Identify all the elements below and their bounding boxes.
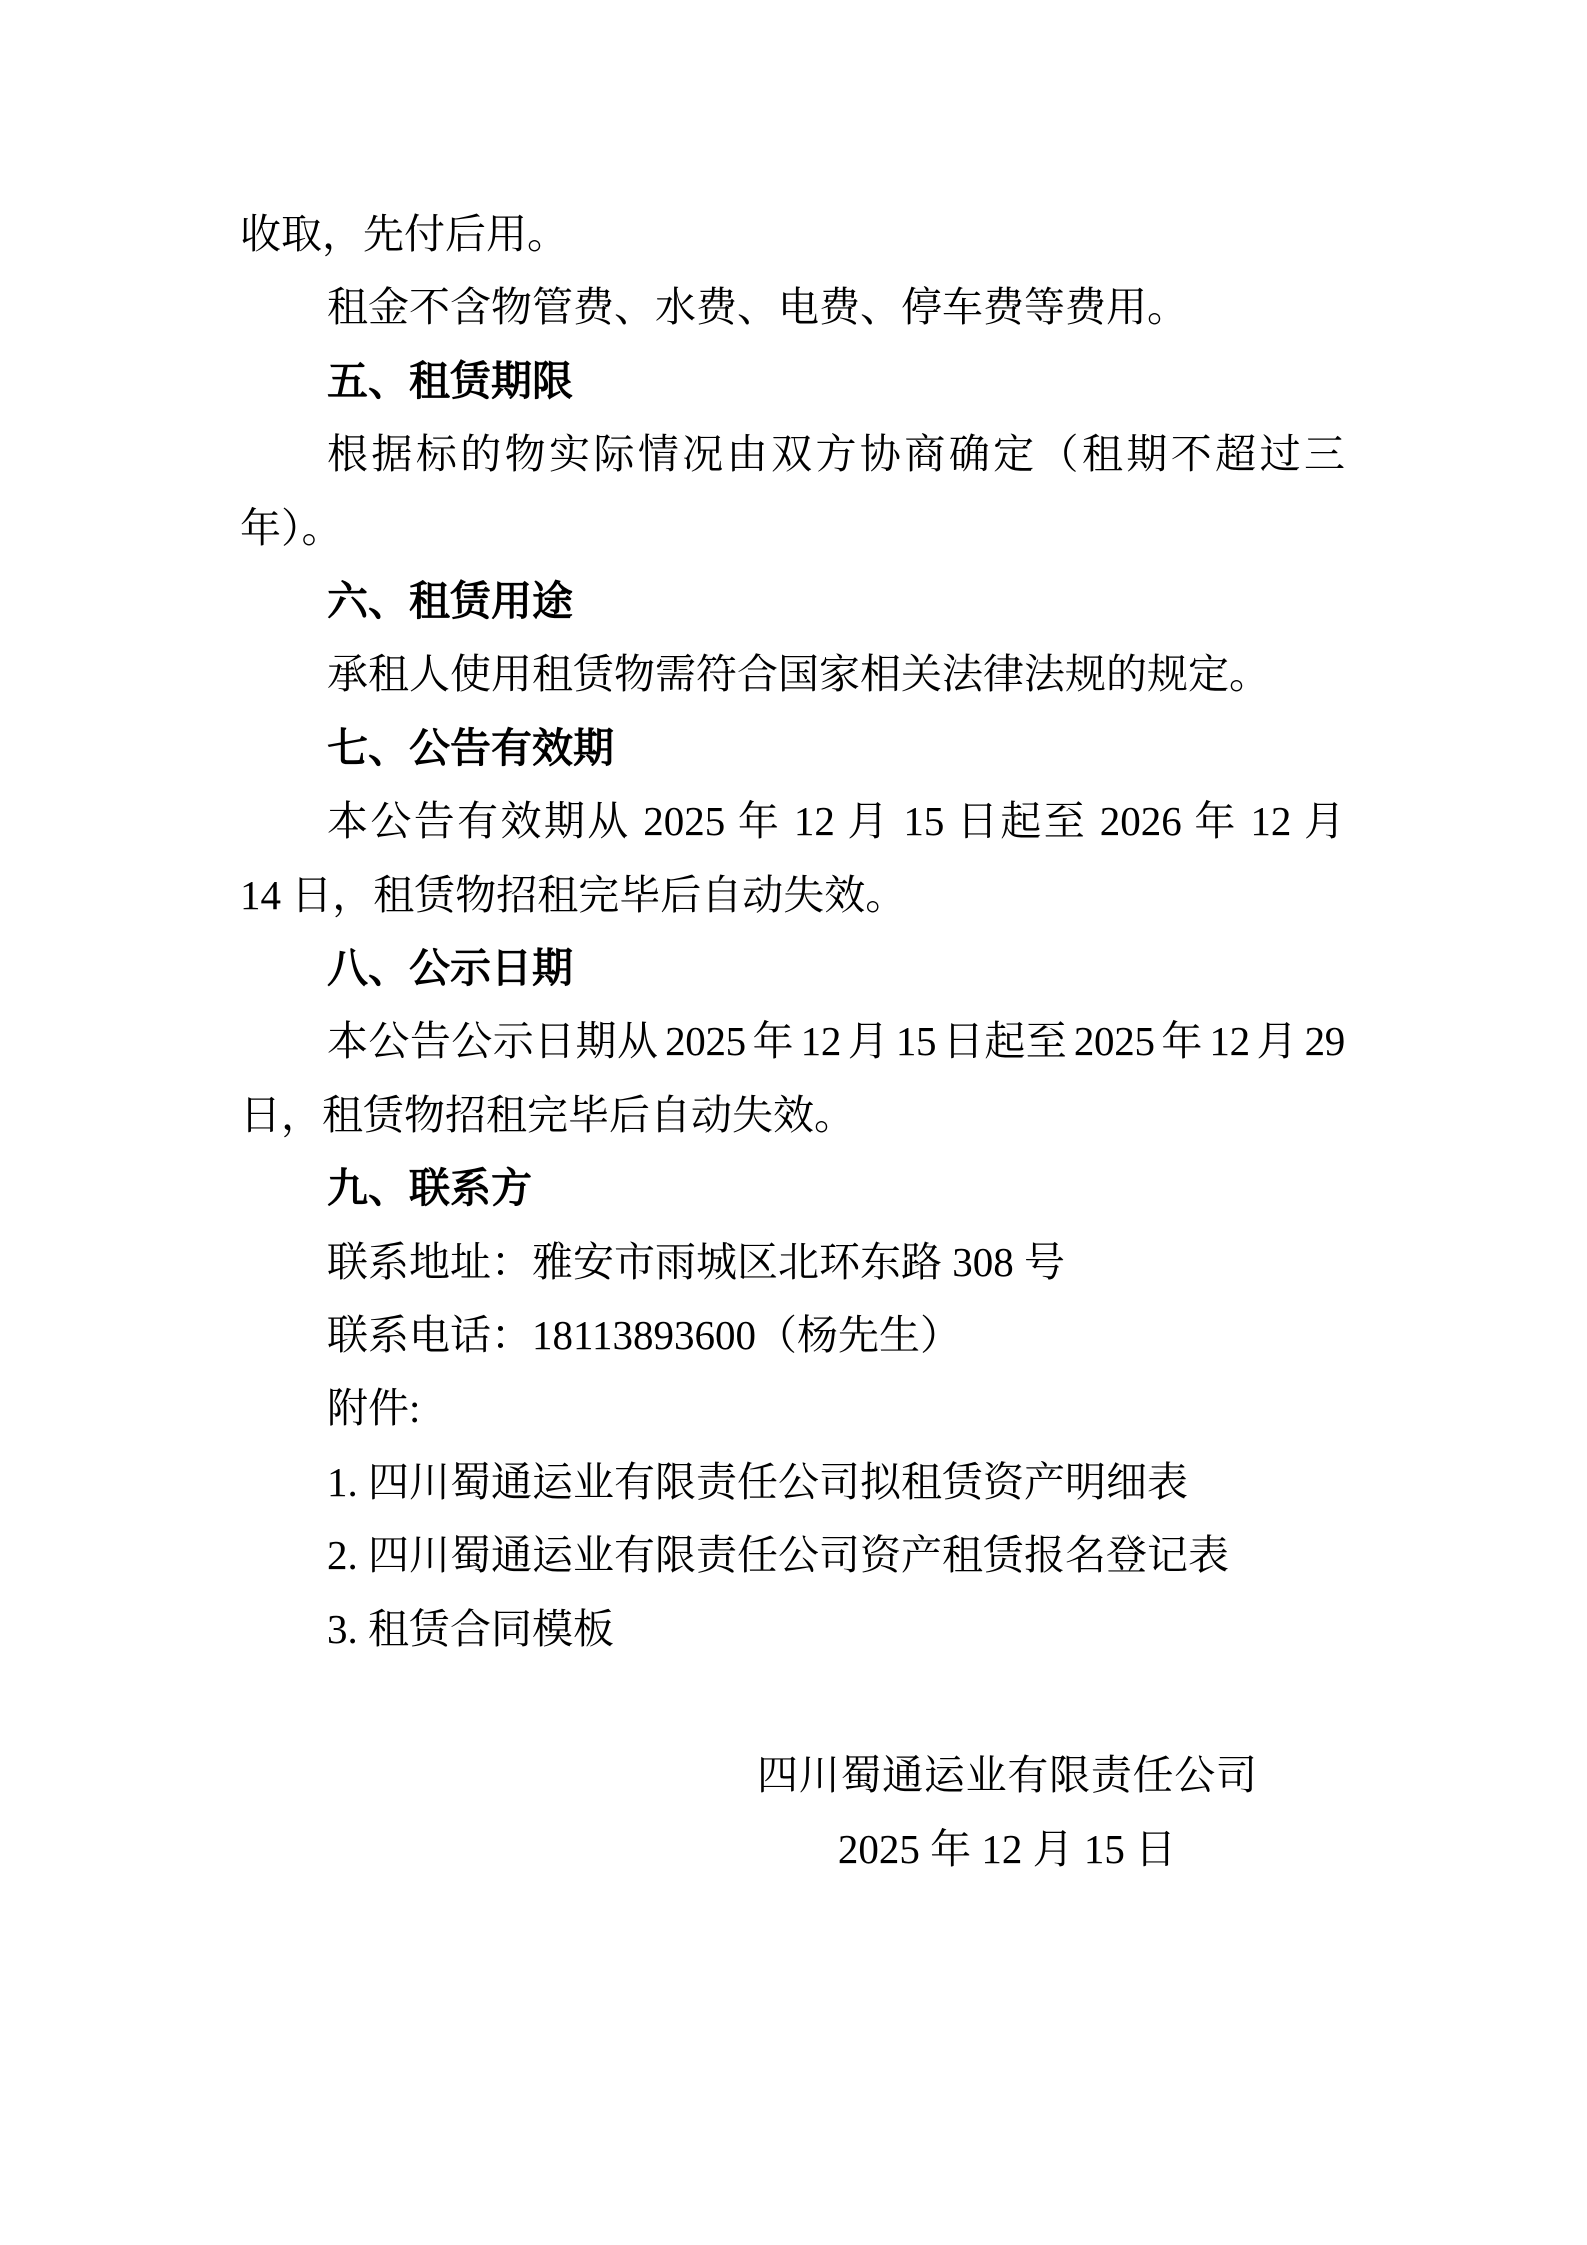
contact-phone-line: 联系电话：18113893600（杨先生）	[327, 1312, 961, 1359]
paragraph-validity-line-2: 14 日，租赁物招租完毕后自动失效。	[240, 871, 907, 918]
paragraph-continuation: 收取，先付后用。	[240, 211, 568, 257]
signature-date: 2025 年 12 月 15 日	[837, 1825, 1177, 1872]
section-heading-8-publicity-date: 八、公示日期	[327, 945, 573, 992]
contact-address-line: 联系地址：雅安市雨城区北环东路 308 号	[327, 1238, 1065, 1285]
attachments-label: 附件:	[327, 1385, 421, 1432]
paragraph-lease-use: 承租人使用租赁物需符合国家相关法律法规的规定。	[327, 651, 1270, 698]
paragraph-rent-excludes: 租金不含物管费、水费、电费、停车费等费用。	[327, 284, 1188, 331]
paragraph-lease-term-line-2: 年）。	[240, 504, 343, 551]
paragraph-publicity-line-1: 本公告公示日期从 2025 年 12 月 15 日起至 2025 年 12 月 29	[327, 1018, 1345, 1065]
paragraph-lease-term-line-1: 根据标的物实际情况由双方协商确定（租期不超过三	[327, 431, 1345, 478]
attachment-item-1: 1. 四川蜀通运业有限责任公司拟租赁资产明细表	[327, 1458, 1188, 1505]
attachment-item-2: 2. 四川蜀通运业有限责任公司资产租赁报名登记表	[327, 1532, 1229, 1579]
signature-company-name: 四川蜀通运业有限责任公司	[757, 1752, 1257, 1799]
document-body	[240, 198, 1345, 1886]
blank-line	[240, 1666, 1345, 1739]
attachment-item-3: 3. 租赁合同模板	[327, 1605, 614, 1652]
paragraph-publicity-line-2: 日，租赁物招租完毕后自动失效。	[240, 1091, 855, 1138]
section-heading-5-lease-term: 五、租赁期限	[327, 357, 573, 404]
section-heading-7-validity-period: 七、公告有效期	[327, 724, 614, 771]
section-heading-9-contact: 九、联系方	[327, 1165, 532, 1212]
paragraph-validity-line-1: 本公告有效期从 2025 年 12 月 15 日起至 2026 年 12 月	[327, 798, 1345, 845]
section-heading-6-lease-use: 六、租赁用途	[327, 578, 573, 625]
